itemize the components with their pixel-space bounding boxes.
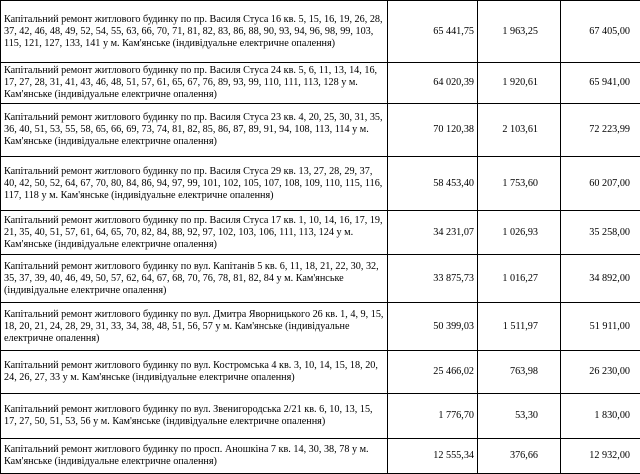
row-total: 72 223,99 [561, 104, 640, 157]
table-row [1, 1, 640, 63]
table-row [1, 63, 640, 104]
row-description: Капітальний ремонт житлового будинку по пр. Василя Стуса 17 кв. 1, 10, 14, 16, 17, 19, 21, 35, 40, 51, 57, 61, 64, 65, 70, 82, 84, 88, 92, 97, 102, 103, 106, 111, 113, 124 у м. Кам'янське (індивідуальне електричне опалення) [1, 211, 388, 255]
row-amount-1: 58 453,40 [388, 157, 478, 211]
row-amount-2: 53,30 [478, 394, 561, 439]
row-amount-2: 376,66 [478, 439, 561, 474]
row-amount-1: 33 875,73 [388, 255, 478, 303]
table-row [1, 255, 640, 303]
row-total: 67 405,00 [561, 1, 640, 63]
row-total: 51 911,00 [561, 303, 640, 351]
row-description: Капітальний ремонт житлового будинку по вул. Дмитра Яворницького 26 кв. 1, 4, 9, 15, 18, 20, 21, 24, 28, 29, 31, 33, 34, 38, 48, 51, 56, 57 у м. Кам'янське (індивідуальне електричне опалення) [1, 303, 388, 351]
row-description: Капітальний ремонт житлового будинку по вул. Капітанів 5 кв. 6, 11, 18, 21, 22, 30, 32, 35, 37, 39, 40, 46, 49, 50, 57, 62, 64, 67, 68, 70, 76, 78, 81, 82, 84 у м. Кам'янське (індивідуальне електричне опалення) [1, 255, 388, 303]
row-amount-1: 1 776,70 [388, 394, 478, 439]
table-row [1, 303, 640, 351]
row-amount-1: 70 120,38 [388, 104, 478, 157]
row-amount-1: 65 441,75 [388, 1, 478, 63]
row-description: Капітальний ремонт житлового будинку по пр. Василя Стуса 29 кв. 13, 27, 28, 29, 37, 40, 42, 50, 52, 64, 67, 70, 80, 84, 86, 94, 97, 99, 101, 102, 105, 107, 108, 109, 110, 115, 116, 117, 118 у м. Кам'янське (індивідуальне електричне опалення) [1, 157, 388, 211]
table-row [1, 211, 640, 255]
row-amount-2: 1 920,61 [478, 63, 561, 104]
row-amount-1: 25 466,02 [388, 351, 478, 394]
row-amount-1: 64 020,39 [388, 63, 478, 104]
row-total: 35 258,00 [561, 211, 640, 255]
row-amount-2: 1 016,27 [478, 255, 561, 303]
row-description: Капітальний ремонт житлового будинку по пр. Василя Стуса 24 кв. 5, 6, 11, 13, 14, 16, 17, 27, 28, 31, 41, 43, 46, 48, 51, 57, 61, 65, 67, 76, 89, 93, 99, 110, 111, 113, 128 у м. Кам'янське (індивідуальне електричне опалення) [1, 63, 388, 104]
row-amount-2: 1 753,60 [478, 157, 561, 211]
row-amount-2: 1 026,93 [478, 211, 561, 255]
row-amount-2: 2 103,61 [478, 104, 561, 157]
row-description: Капітальний ремонт житлового будинку по вул. Костромська 4 кв. 3, 10, 14, 15, 18, 20, 24, 26, 27, 33 у м. Кам'янське (індивідуальне електричне опалення) [1, 351, 388, 394]
row-amount-1: 34 231,07 [388, 211, 478, 255]
table-row [1, 394, 640, 439]
row-amount-2: 1 511,97 [478, 303, 561, 351]
row-description: Капітальний ремонт житлового будинку по пр. Василя Стуса 16 кв. 5, 15, 16, 19, 26, 28, 37, 42, 46, 48, 49, 52, 54, 55, 63, 66, 70, 71, 81, 82, 83, 86, 88, 90, 93, 94, 96, 98, 99, 103, 115, 121, 127, 133, 141 у м. Кам'янське (індивідуальне електричне опалення) [1, 1, 388, 63]
row-amount-2: 763,98 [478, 351, 561, 394]
table-row [1, 439, 640, 474]
row-description: Капітальний ремонт житлового будинку по пр. Василя Стуса 23 кв. 4, 20, 25, 30, 31, 35, 36, 40, 51, 53, 55, 58, 65, 66, 69, 73, 74, 81, 82, 85, 86, 87, 89, 91, 94, 108, 113, 114 у м. Кам'янське (індивідуальне електричне опалення) [1, 104, 388, 157]
row-description: Капітальний ремонт житлового будинку по вул. Звенигородська 2/21 кв. 6, 10, 13, 15, 17, 27, 50, 51, 53, 56 у м. Кам'янське (індивідуальне електричне опалення) [1, 394, 388, 439]
row-total: 26 230,00 [561, 351, 640, 394]
row-amount-2: 1 963,25 [478, 1, 561, 63]
table-row [1, 351, 640, 394]
row-total: 65 941,00 [561, 63, 640, 104]
table-row [1, 104, 640, 157]
row-amount-1: 12 555,34 [388, 439, 478, 474]
row-total: 12 932,00 [561, 439, 640, 474]
row-total: 60 207,00 [561, 157, 640, 211]
row-amount-1: 50 399,03 [388, 303, 478, 351]
row-total: 34 892,00 [561, 255, 640, 303]
row-description: Капітальний ремонт житлового будинку по просп. Аношкіна 7 кв. 14, 30, 38, 78 у м. Кам'янське (індивідуальне електричне опалення) [1, 439, 388, 474]
table-row [1, 157, 640, 211]
row-total: 1 830,00 [561, 394, 640, 439]
